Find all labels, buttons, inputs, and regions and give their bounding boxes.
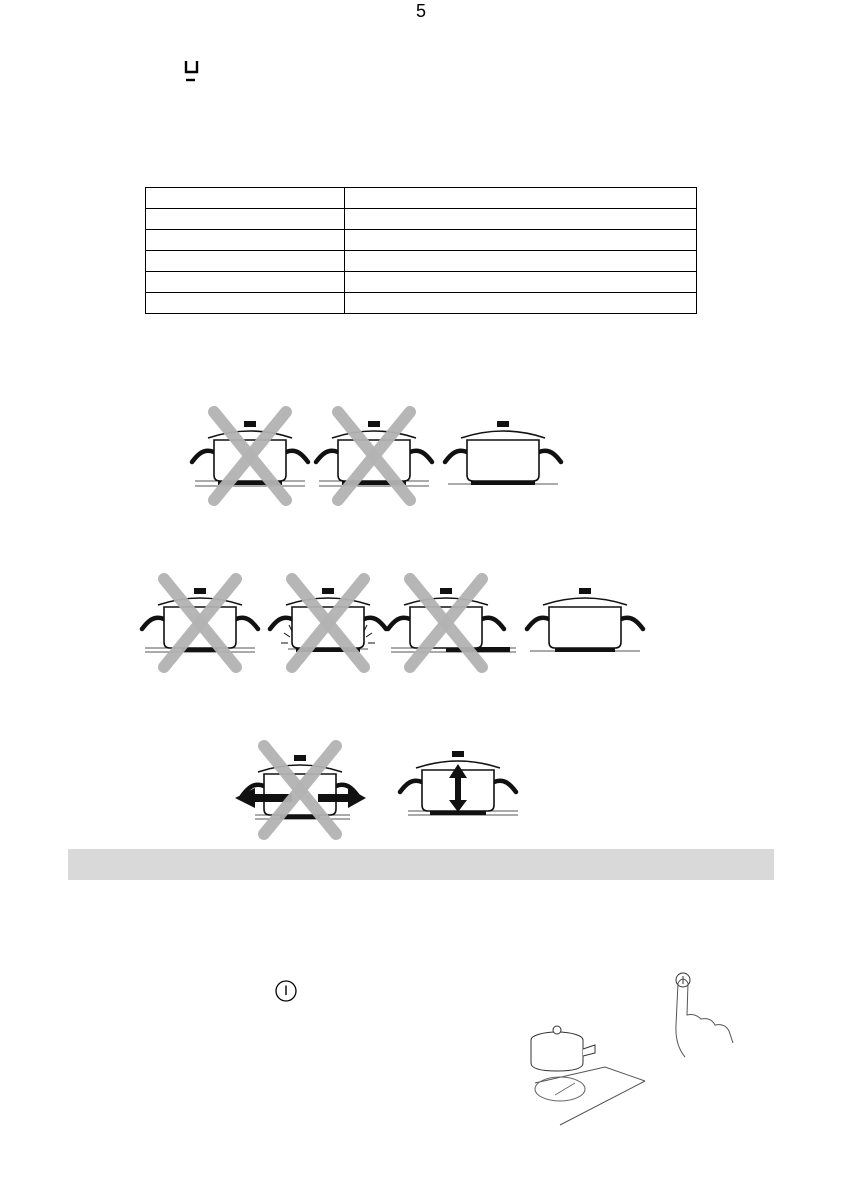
pot-incorrect-1 (192, 412, 308, 500)
power-icon (274, 979, 298, 1003)
pot-incorrect-4 (270, 579, 386, 667)
pot-correct-2 (527, 588, 643, 652)
pot-incorrect-5 (388, 579, 516, 667)
cooktop-illustration (515, 965, 745, 1130)
section-heading-bar (68, 849, 774, 880)
pot-incorrect-3 (142, 579, 258, 667)
pot-incorrect-6 (235, 746, 366, 834)
pot-correct-1 (445, 421, 561, 485)
pot-correct-3 (400, 751, 518, 815)
page-number: 5 (415, 1, 426, 21)
pot-incorrect-2 (316, 412, 432, 500)
